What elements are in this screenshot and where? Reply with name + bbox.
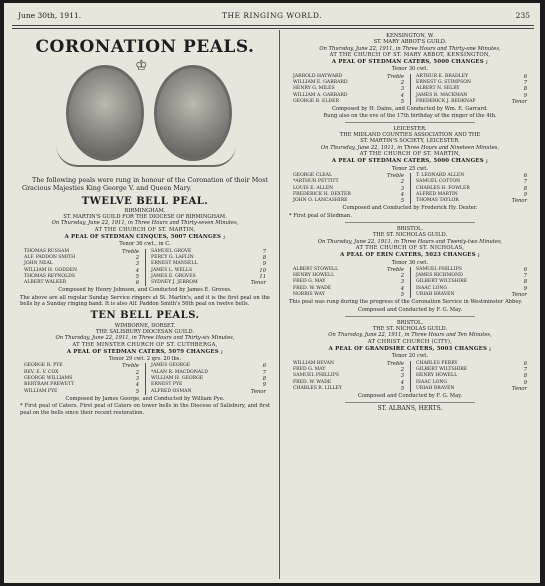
- crown-icon: ♔: [135, 58, 148, 74]
- bell-number: Tenor: [511, 198, 527, 205]
- ringer-name: WILLIAM H. GODDEN: [24, 267, 78, 273]
- peal-when: On Thursday, June 22, 1911, in Three Hours and Thirty-one Minutes,: [319, 45, 501, 52]
- ringer-name: ALF. PADDON SMITH: [24, 254, 76, 260]
- ringer-row: [24, 280, 139, 286]
- bell-number: 8: [523, 185, 527, 192]
- ringers-table: [293, 267, 527, 298]
- peal-note: * First peal of Caters. First peal of Caters on tower bells in the Diocese of Salisbury, and first peal on the bells since their recent restoration.: [20, 403, 270, 416]
- bell-number: 3: [400, 86, 404, 93]
- bell-number: 6: [135, 280, 139, 287]
- bell-number: 9: [523, 285, 527, 292]
- bell-number: 3: [400, 185, 404, 192]
- bell-number: Treble: [386, 172, 404, 179]
- bell-number: 6: [523, 172, 527, 179]
- peal-tenor: Tenor 20 cwt.: [391, 353, 429, 360]
- peal-when: On Thursday, June 22, 1911, in Three Hours and Nineteen Minutes,: [320, 144, 500, 151]
- bell-number: Treble: [386, 266, 404, 273]
- ringer-row: [293, 198, 404, 204]
- bell-number: 5: [400, 291, 404, 298]
- column-divider: [279, 30, 280, 579]
- ringer-name: JOHN NEAL: [24, 261, 53, 267]
- ringers-right: [410, 267, 527, 298]
- bell-number: Tenor: [250, 280, 266, 287]
- bell-number: 4: [400, 379, 404, 386]
- ringer-name: ALBERT N. SELBY: [416, 86, 460, 92]
- ringer-name: CHARLES R. LILLEY: [293, 385, 343, 391]
- ringers-right: [410, 74, 527, 105]
- ringers-left: [24, 249, 139, 287]
- ringer-name: PERCY G. LAFLIN: [151, 254, 194, 260]
- bell-number: 8: [523, 279, 527, 286]
- ringer-row: [416, 386, 527, 392]
- ringer-name: SAMUEL PHILLIPS: [416, 266, 462, 272]
- peal-kensington: [285, 33, 535, 119]
- ringer-name: FRED. W. WADE: [293, 285, 332, 291]
- bell-number: 2: [135, 254, 139, 261]
- peal-composed: Composed and Conducted by F. G. May.: [357, 306, 463, 313]
- bell-number: 9: [262, 261, 266, 268]
- peal-method: A PEAL OF STEDMAN CINQUES, 5007 CHANGES ;: [64, 234, 226, 241]
- peal-guild: ST. MARY ABBOT'S GUILD.: [373, 39, 447, 46]
- ten-bell-heading: TEN BELL PEALS.: [90, 310, 200, 322]
- bell-number: 9: [262, 382, 266, 389]
- ringer-name: WILLIAM BEVAN: [293, 360, 335, 366]
- ringer-name: JAMES L. WELLS: [151, 267, 193, 273]
- ringer-name: FRED. W. WADE: [293, 379, 332, 385]
- ringer-name: WILLIAM E. GARRARD: [293, 80, 348, 86]
- peal-method: A PEAL OF ERIN CATERS, 5023 CHANGES ;: [340, 252, 480, 259]
- publication-title: THE RINGING WORLD.: [221, 11, 323, 20]
- peal-note: Rung also on the eve of the 17th birthday of the ringer of the 4th.: [323, 112, 497, 119]
- peal-method: A PEAL OF STEDMAN CATERS, 5000 CHANGES ;: [331, 158, 489, 165]
- peal-guild-line2: ST. MARTIN'S SOCIETY, LEICESTER.: [360, 138, 460, 145]
- section-separator: [345, 402, 475, 403]
- bell-number: 10: [259, 267, 266, 274]
- peal-guild: ST. MARTIN'S GUILD FOR THE DIOCESE OF BIRMINGHAM.: [63, 214, 227, 221]
- peal-when: On Thursday, June 22, 1911, in Three Hours and Thirty-seven Minutes,: [51, 220, 239, 227]
- bell-number: 4: [400, 285, 404, 292]
- peal-tenor: Tenor 29 cwt. 2 qrs. 20 lbs.: [109, 356, 181, 363]
- bell-number: 3: [135, 376, 139, 383]
- bell-number: Tenor: [250, 388, 266, 395]
- ringer-name: ERNEST G. STIMPSON: [416, 80, 472, 86]
- bell-number: 7: [523, 80, 527, 87]
- bell-number: 7: [523, 179, 527, 186]
- bell-number: 11: [259, 273, 266, 280]
- ringer-name: URIAH BRAVEN: [416, 291, 455, 297]
- ringer-name: GEORGE WILLIAMS: [24, 376, 73, 382]
- bell-number: 4: [135, 267, 139, 274]
- main-title: CORONATION PEALS.: [35, 37, 255, 57]
- peal-method: A PEAL OF STEDMAN CATERS, 5000 CHANGES ;: [331, 59, 489, 66]
- ringers-left: [293, 267, 404, 298]
- ringer-name: WILLIAM A. GARRARD: [293, 92, 348, 98]
- bell-number: 5: [135, 273, 139, 280]
- peal-place: BRISTOL.: [396, 226, 424, 233]
- ringer-row: [151, 280, 266, 286]
- ringer-name: HENRY HOWELL: [416, 373, 458, 379]
- bell-number: 9: [523, 191, 527, 198]
- ringer-row: [293, 386, 404, 392]
- ringer-name: ERNEST MANSELL: [151, 261, 198, 267]
- bell-number: 8: [523, 373, 527, 380]
- ringer-name: CHARLES H. FOWLER: [416, 185, 470, 191]
- ringer-name: FRED G. MAY: [293, 366, 326, 372]
- ringer-name: GEORGE R. PYE: [24, 363, 63, 369]
- peal-guild: THE SALISBURY DIOCESAN GUILD.: [95, 328, 195, 335]
- garland-ornament: [56, 145, 236, 167]
- peal-note: * First peal of Stedman.: [289, 212, 352, 219]
- peal-place: LEICESTER.: [393, 125, 427, 132]
- ringer-name: ALFRED MARTIN: [416, 191, 458, 197]
- bell-number: 9: [523, 379, 527, 386]
- ringer-row: [293, 99, 404, 105]
- peal-tenor: Tenor 36 cwt., in C.: [119, 241, 171, 248]
- section-separator: [345, 122, 475, 123]
- peal-where: AT THE CHURCH OF ST. NICHOLAS,: [355, 244, 465, 251]
- ringer-name: THOMAS RUSSAM: [24, 248, 70, 254]
- ringer-name: ISAAC LONG: [416, 379, 448, 385]
- peal-composed: Composed by H. Dains, and Conducted by Wm. E. Garrard.: [332, 106, 488, 113]
- ringer-name: GILBERT WILTSHIRE: [416, 279, 468, 285]
- ringers-right: [410, 361, 527, 392]
- ringer-name: JAMES GEORGE: [151, 363, 191, 369]
- bell-number: 4: [400, 191, 404, 198]
- peal-bristol-christ-church: [285, 320, 535, 400]
- ringer-name: SAMUEL COTTON: [416, 179, 461, 185]
- page-number: 235: [515, 11, 530, 20]
- ringer-name: REV. E. V. COX: [24, 369, 59, 375]
- bell-number: 7: [262, 248, 266, 255]
- bell-number: 2: [400, 273, 404, 280]
- bell-number: 3: [400, 373, 404, 380]
- ringer-name: LOUIS E. ALLEN: [293, 185, 334, 191]
- ringer-name: GEORGE B. ELDER: [293, 98, 339, 104]
- ringer-name: ALBERT WALKER: [24, 280, 67, 286]
- bell-number: 5: [400, 98, 404, 105]
- peal-tenor: Tenor 25 cwt.: [391, 165, 429, 172]
- issue-date: June 30th, 1911.: [18, 11, 82, 20]
- ringers-table: [293, 361, 527, 392]
- ringer-name: GEORGE CLEAL: [293, 172, 333, 178]
- twelve-bell-heading: TWELVE BELL PEAL.: [81, 195, 209, 207]
- bell-number: 9: [523, 92, 527, 99]
- ringer-row: [416, 292, 527, 298]
- intro-paragraph: The following peals were rung in honour of the Coronation of their Most Gracious Majesties King George V. and Queen Mary.: [22, 176, 268, 192]
- section-separator: [345, 222, 475, 223]
- ringer-name: JAMES RICHMOND: [416, 273, 463, 279]
- bell-number: Treble: [121, 363, 139, 370]
- peal-tenor: Tenor 36 cwt.: [391, 259, 429, 266]
- ringers-right: [145, 249, 266, 287]
- ringer-name: THOMAS TAYLOR: [416, 198, 459, 204]
- peal-place: BIRMINGHAM.: [124, 207, 166, 214]
- ringer-name: WILLIAM PYE: [24, 388, 58, 394]
- peal-guild: THE MIDLAND COUNTIES ASSOCIATION AND THE: [339, 132, 481, 139]
- ringer-row: [151, 389, 266, 395]
- bell-number: Treble: [386, 360, 404, 367]
- ringer-name: FREDERICK H. DEXTER: [293, 191, 351, 197]
- peal-composed: Composed by James George, and Conducted by William Pye.: [65, 395, 225, 402]
- bell-number: 4: [135, 382, 139, 389]
- bell-number: 2: [135, 369, 139, 376]
- ringer-name: *ALAN R. MACDONALD: [151, 369, 208, 375]
- left-column: [16, 33, 274, 418]
- peal-when: On Thursday, June 22, 1911, in Three Hours and Ten Minutes,: [328, 332, 492, 339]
- peal-composed: Composed and Conducted by F. G. May.: [357, 393, 463, 400]
- ringer-name: FRED G. MAY: [293, 279, 326, 285]
- ringer-name: HENRY G. MILES: [293, 86, 335, 92]
- ringer-name: SAMUEL PHILLIPS: [293, 373, 339, 379]
- ringer-name: JAMES E. GROVES: [151, 273, 196, 279]
- ringer-name: SAMUEL GROVE: [151, 248, 192, 254]
- bell-number: 7: [523, 366, 527, 373]
- peal-where: AT THE CHURCH OF ST. MARTIN,: [94, 226, 196, 233]
- ringer-name: URIAH BRAVEN: [416, 385, 455, 391]
- ringer-row: [416, 198, 527, 204]
- peal-guild: THE ST. NICHOLAS GUILD.: [372, 326, 448, 333]
- peal-note: This peal was rung during the progress of the Coronation Service in Westminster Abbey.: [289, 299, 523, 306]
- ringer-name: ISAAC LONG: [416, 285, 448, 291]
- bell-number: 6: [523, 266, 527, 273]
- bell-number: 8: [262, 254, 266, 261]
- ringers-left: [293, 361, 404, 392]
- bell-number: 5: [135, 388, 139, 395]
- section-separator: [345, 316, 475, 317]
- ringer-name: NORRIS WAY: [293, 291, 325, 297]
- peal-tenor: Tenor 30 cwt.: [391, 66, 429, 73]
- peal-where: AT THE CHURCH OF ST. MARY ABBOT, KENSINGTON,: [329, 51, 491, 58]
- peal-when: On Thursday, June 22, 1911, in Three Hours and Twenty-two Minutes,: [317, 238, 503, 245]
- ringers-table: [293, 173, 527, 204]
- peal-where: AT THE CHURCH OF ST. MARTIN,: [359, 151, 461, 158]
- bell-number: Tenor: [511, 291, 527, 298]
- ringers-table: [24, 363, 266, 394]
- bell-number: Tenor: [511, 98, 527, 105]
- ringer-name: *ARTHUR PETTITT: [293, 179, 339, 185]
- peal-place: BRISTOL.: [396, 319, 424, 326]
- ringer-name: SYDNEY J. JERROM: [151, 280, 198, 286]
- peal-place: WIMBORNE, DORSET.: [114, 322, 176, 329]
- bell-number: Treble: [121, 248, 139, 255]
- ringer-name: HENRY HOWELL: [293, 273, 335, 279]
- peal-birmingham: [16, 208, 274, 307]
- ringers-table: [293, 74, 527, 105]
- peal-where: AT THE MINSTER CHURCH OF ST. CUTHBERGA,: [72, 341, 218, 348]
- bell-number: 5: [400, 385, 404, 392]
- ringers-left: [293, 173, 404, 204]
- ringers-right: [145, 363, 266, 394]
- peal-method: A PEAL OF STEDMAN CATERS, 5079 CHANGES ;: [66, 348, 224, 355]
- ringer-name: WILLIAM H. GEORGE: [151, 376, 204, 382]
- peal-leicester: [285, 126, 535, 219]
- bell-number: 5: [400, 198, 404, 205]
- ringer-name: GILBERT WILTSHIRE: [416, 366, 468, 372]
- header-rule: [12, 25, 534, 26]
- ringer-name: ALBERT STOWELL: [293, 266, 339, 272]
- peal-composed: Composed and Conducted by Frederick Hy. Dexter.: [342, 205, 478, 212]
- ringer-name: ARTHUR E. BRADLEY: [416, 73, 469, 79]
- peal-bristol-st-nicholas: [285, 226, 535, 313]
- bell-number: Tenor: [511, 385, 527, 392]
- peal-note: The above are all regular Sunday Service ringers at St. Martin's, and it is the first peal on the bells by a Sunday ringing band. It is also Alf. Paddon Smith's 50th peal on twelve bells.: [20, 294, 270, 308]
- peal-place: KENSINGTON, W.: [386, 33, 434, 39]
- bell-number: 8: [523, 86, 527, 93]
- ringer-name: JAMES R. MACKMAN: [416, 92, 468, 98]
- ringer-name: CHARLES PERRY: [416, 360, 458, 366]
- bell-number: 2: [400, 366, 404, 373]
- bell-number: 2: [400, 179, 404, 186]
- bell-number: 2: [400, 80, 404, 87]
- peal-wimborne: [16, 323, 274, 416]
- ringer-name: FREDERICK J. REDKNAP: [416, 98, 476, 104]
- ringers-table: [24, 249, 266, 287]
- ringers-left: [24, 363, 139, 394]
- ringer-row: [293, 292, 404, 298]
- bell-number: 6: [523, 73, 527, 80]
- royal-portraits: [16, 58, 274, 171]
- ringer-name: JARROLD HAYWARD: [293, 73, 343, 79]
- ringer-row: [24, 389, 139, 395]
- bell-number: 6: [523, 360, 527, 367]
- bell-number: 3: [400, 279, 404, 286]
- newspaper-page: [4, 3, 540, 583]
- bell-number: 7: [262, 369, 266, 376]
- ringer-name: ALFRED OSMAN: [151, 388, 192, 394]
- ringer-name: ERNEST PYE: [151, 382, 183, 388]
- ringer-name: THOMAS REYNOLDS: [24, 273, 75, 279]
- bell-number: 7: [523, 273, 527, 280]
- bell-number: 6: [262, 363, 266, 370]
- ringers-right: [410, 173, 527, 204]
- peal-method: A PEAL OF GRANDSIRE CATERS, 5003 CHANGES ;: [328, 346, 492, 353]
- ringer-name: BERTRAM PREWETT: [24, 382, 75, 388]
- peal-where: AT CHRIST CHURCH (CITY),: [367, 338, 453, 345]
- peal-composed: Composed by Henry Johnson, and Conducted by James E. Groves.: [58, 287, 232, 294]
- ringer-name: T. LEONARD ALLEN: [416, 172, 465, 178]
- bell-number: 3: [135, 261, 139, 268]
- ringer-row: [416, 99, 527, 105]
- ringer-name: JOHN O. LANCASHIRE: [293, 198, 348, 204]
- header-rule-thin: [12, 28, 534, 29]
- next-peal-place: ST. ALBANS, HERTS.: [377, 405, 443, 413]
- peal-when: On Thursday, June 22, 1911, in Three Hours and Thirty-six Minutes,: [55, 335, 235, 342]
- bell-number: 4: [400, 92, 404, 99]
- bell-number: Treble: [386, 73, 404, 80]
- bell-number: 8: [262, 376, 266, 383]
- right-column: [285, 33, 535, 413]
- peal-guild: THE ST. NICHOLAS GUILD.: [372, 232, 448, 239]
- ringers-left: [293, 74, 404, 105]
